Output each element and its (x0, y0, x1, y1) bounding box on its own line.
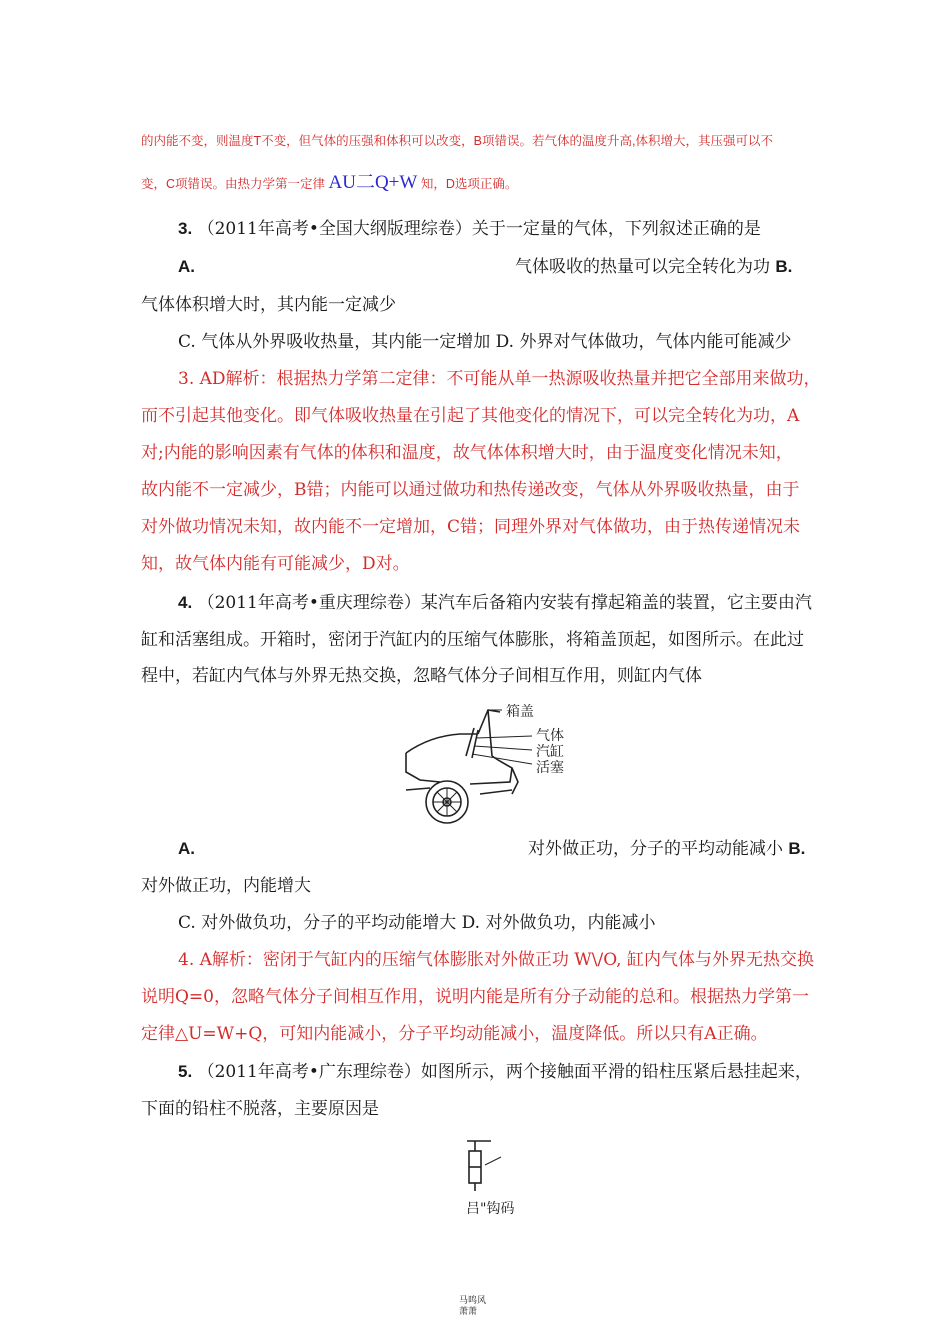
q4-stem-line-3: 程中，若缸内气体与外界无热交换，忽略气体分子间相互作用，则缸内气体 (141, 666, 702, 686)
intro-line-1-text: 的内能不变，则温度T不变，但气体的压强和体积可以改变，B项错误。若气体的温度升高,体积增大，其压强可以不 (141, 134, 773, 148)
q3-options-cd: C. 气体从外界吸收热量，其内能一定增加 D. 外界对气体做功，气体内能可能减少 (178, 332, 792, 352)
footer-line-2: 萧萧 (459, 1307, 478, 1317)
q3-option-a-text: 气体吸收的热量可以完全转化为功 (515, 257, 770, 277)
q5-number: 5. (178, 1062, 193, 1081)
intro-line-2-suffix: 知，D选项正确。 (420, 177, 518, 191)
q3-answer-line-2: 而不引起其他变化。即气体吸收热量在引起了其他变化的情况下，可以完全转化为功，A (141, 406, 800, 426)
q4-option-a-text: 对外做正功，分子的平均动能减小 (528, 839, 783, 859)
lead-cylinder-diagram (455, 1135, 535, 1195)
q5-stem-line-2: 下面的铅柱不脱落，主要原因是 (141, 1099, 379, 1119)
q3-answer-line-6: 知，故气体内能有可能减少，D对。 (141, 554, 410, 574)
q4-stem-line-1 (178, 592, 812, 614)
q3-stem-line (178, 218, 761, 240)
q4-stem-line-2: 缸和活塞组成。开箱时，密闭于汽缸内的压缩气体膨胀，将箱盖顶起，如图所示。在此过 (141, 630, 804, 650)
q3-option-b-label: B. (775, 257, 793, 276)
q4-option-b-text: 对外做正功，内能增大 (141, 876, 311, 896)
intro-line-2-prefix: 变，C项错误。由热力学第一定律 (141, 177, 326, 191)
q3-stem: （2011年高考•全国大纲版理综卷）关于一定量的气体，下列叙述正确的是 (197, 219, 761, 239)
q4-answer-line-2: 说明Q=0，忽略气体分子间相互作用，说明内能是所有分子动能的总和。根据热力学第一 (141, 987, 809, 1007)
intro-line-1 (141, 130, 773, 152)
q4-option-a-line (528, 838, 805, 860)
car-trunk-figure (400, 698, 600, 830)
q4-answer-line-3: 定律△U=W+Q，可知内能减小，分子平均动能减小，温度降低。所以只有A正确。 (141, 1024, 768, 1044)
q3-answer-line-5: 对外做功情况未知，故内能不一定增加，C错；同理外界对气体做功，由于热传递情况未 (141, 517, 801, 537)
q4-options-cd: C. 对外做负功，分子的平均动能增大 D. 对外做负功，内能减小 (178, 913, 656, 933)
q3-answer-line-4: 故内能不一定减少，B错；内能可以通过做功和热传递改变，气体从外界吸收热量，由于 (141, 480, 800, 500)
q3-option-a-line (515, 256, 792, 278)
q4-answer-line-1: 4. A解析：密闭于气缸内的压缩气体膨胀对外做正功 W\/O, 缸内气体与外界无热交换 (178, 950, 814, 970)
q5-stem-1: （2011年高考•广东理综卷）如图所示，两个接触面平滑的铅柱压紧后悬挂起来， (197, 1062, 812, 1082)
intro-line-2 (141, 172, 517, 195)
q3-number: 3. (178, 219, 193, 238)
q4-number: 4. (178, 593, 193, 612)
q4-option-a-label: A. (178, 839, 195, 858)
q5-figure-label: 吕"钩码 (466, 1201, 515, 1217)
fig-label-lid: 箱盖 (506, 704, 534, 720)
intro-formula: AU二Q+W (328, 172, 418, 193)
fig-label-piston: 活塞 (536, 760, 564, 776)
lead-cylinder-figure (455, 1135, 535, 1195)
q3-option-a-label: A. (178, 257, 195, 276)
q4-option-b-label: B. (788, 839, 806, 858)
footer-line-1: 马鸣风 (459, 1296, 487, 1306)
fig-label-cylinder: 汽缸 (536, 744, 564, 760)
q3-option-b-text: 气体体积增大时，其内能一定减少 (141, 295, 396, 315)
q3-answer-line-1: 3. AD解析：根据热力学第二定律：不可能从单一热源吸收热量并把它全部用来做功， (178, 369, 821, 389)
q4-stem-1: （2011年高考•重庆理综卷）某汽车后备箱内安装有撑起箱盖的装置，它主要由汽 (197, 593, 812, 613)
car-trunk-diagram (400, 698, 600, 830)
q3-answer-line-3: 对;内能的影响因素有气体的体积和温度，故气体体积增大时，由于温度变化情况未知， (141, 443, 793, 463)
q5-stem-line-1 (178, 1061, 812, 1083)
fig-label-gas: 气体 (536, 728, 564, 744)
